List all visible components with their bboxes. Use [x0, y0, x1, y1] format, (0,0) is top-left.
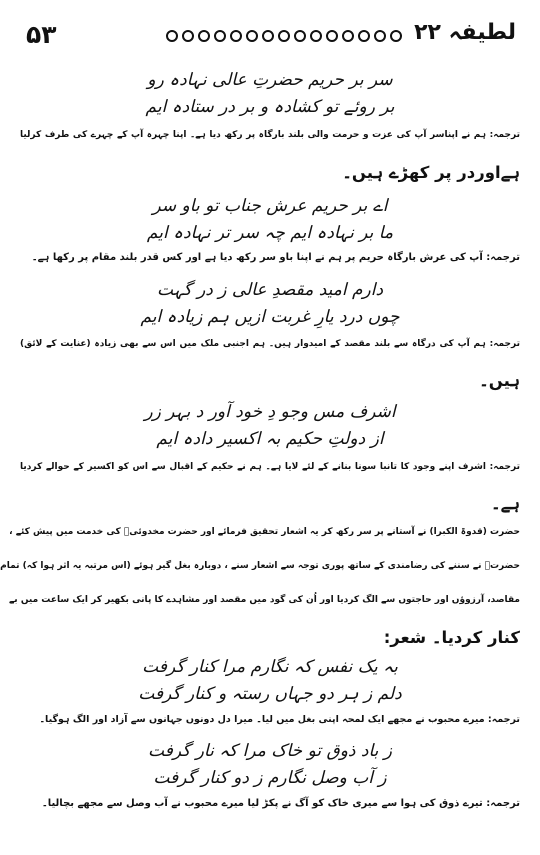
- paragraph-line: کنار کردیا۔ شعر:: [383, 628, 520, 647]
- translation-line: ترجمہ: تیرے ذوق کی ہوا سے میری خاک کو آگ نے پکڑ لیا میرے محبوب نے آب وصل سے مجھے بچالیا۔: [41, 798, 520, 809]
- translation-line: ترجمہ: ہم نے اپناسر آپ کی عزت و حرمت والی بلند بارگاہ پر رکھ دیا ہے۔ اپنا چہرہ آپ کے چہرے کی طرف کرلیا: [20, 130, 520, 140]
- verse-line: ز آب وصل نگارم ز دو کنار گرفت: [153, 768, 387, 788]
- verse-line: اشرف مس وجو دِ خود آور د بہر زر: [144, 402, 396, 422]
- translation-line: ترجمہ: اشرف اپنے وجود کا تانبا سونا بنانے کے لئے لایا ہے۔ ہم نے حکیم کے اقبال سے اس کو اکسیر کے حوالے کردیا: [20, 462, 520, 472]
- translation-line: ہیں۔: [479, 371, 520, 390]
- verse-line: بہ یک نفس کہ نگارم مرا کنار گرفت: [142, 657, 398, 677]
- page-header: [0, 0, 540, 62]
- paragraph-line: مقاصد، آرزوؤں اور حاجتوں سے الگ کردیا اور اُن کی گود میں مقصد اور مشاہدے کا پانی بکھیر کر ایک ساعت میں بے: [9, 595, 520, 605]
- verse-line: اے بر حریم عرش جناب تو باو سر: [152, 196, 388, 216]
- verse-line: از دولتِ حکیم بہ اکسیر دادہ ایم: [156, 429, 384, 449]
- translation-line: ہےاوردر پر کھڑے ہیں۔: [342, 163, 520, 182]
- verse-line: دارم امید مقصدِ عالی ز در گہت: [156, 280, 384, 300]
- translation-line: ہے۔: [490, 494, 520, 513]
- verse-line: دلم ز ہر دو جہاں رستہ و کنار گرفت: [138, 684, 402, 704]
- page-number: ۵۳: [26, 20, 57, 49]
- verse-line: بر روئے تو کشادہ و بر در ستادہ ایم: [145, 97, 395, 117]
- translation-line: ترجمہ: آپ کی عرش بارگاہ حریم پر ہم نے اپنا باو سر رکھ دیا ہے اور کس قدر بلند مقام پر رکھا ہے۔: [31, 252, 520, 263]
- ornament-divider: [164, 28, 404, 44]
- verse-line: سر بر حریم حضرتِ عالی نہادہ رو: [147, 70, 393, 90]
- paragraph-line: حضرت (قدوۃ الکبرا) نے آستانے پر سر رکھ کر یہ اشعار تحقیق فرمائے اور حضرت مخدوئیؒ کی خدمت میں پیش کئے ،: [9, 527, 520, 537]
- paragraph-line: حضرتؒ نے سننے کی رضامندی کے ساتھ پوری توجہ سے اشعار سنے ، دوبارہ بغل گیر ہوئے (اس مرتبہ یہ اثر ہوا کہ) تمام: [0, 561, 520, 571]
- translation-line: ترجمہ: میرے محبوب نے مجھے ایک لمحہ اپنی بغل میں لیا۔ میرا دل دونوں جہانوں سے آزاد اور الگ ہوگیا۔: [39, 714, 520, 725]
- verse-line: ما بر نہادہ ایم چہ سر تر نہادہ ایم: [146, 223, 394, 243]
- chapter-title: لطیفہ ۲۲: [414, 20, 516, 45]
- verse-line: ز باد ذوق تو خاک مرا کہ نار گرفت: [148, 741, 392, 761]
- verse-line: چوں درد یارِ غربت ازیں ہم زیادہ ایم: [140, 307, 400, 327]
- translation-line: ترجمہ: ہم آپ کی درگاہ سے بلند مقصد کے امیدوار ہیں۔ ہم اجنبی ملک میں اس سے بھی زیادہ (عنایت کے لائق): [20, 339, 520, 349]
